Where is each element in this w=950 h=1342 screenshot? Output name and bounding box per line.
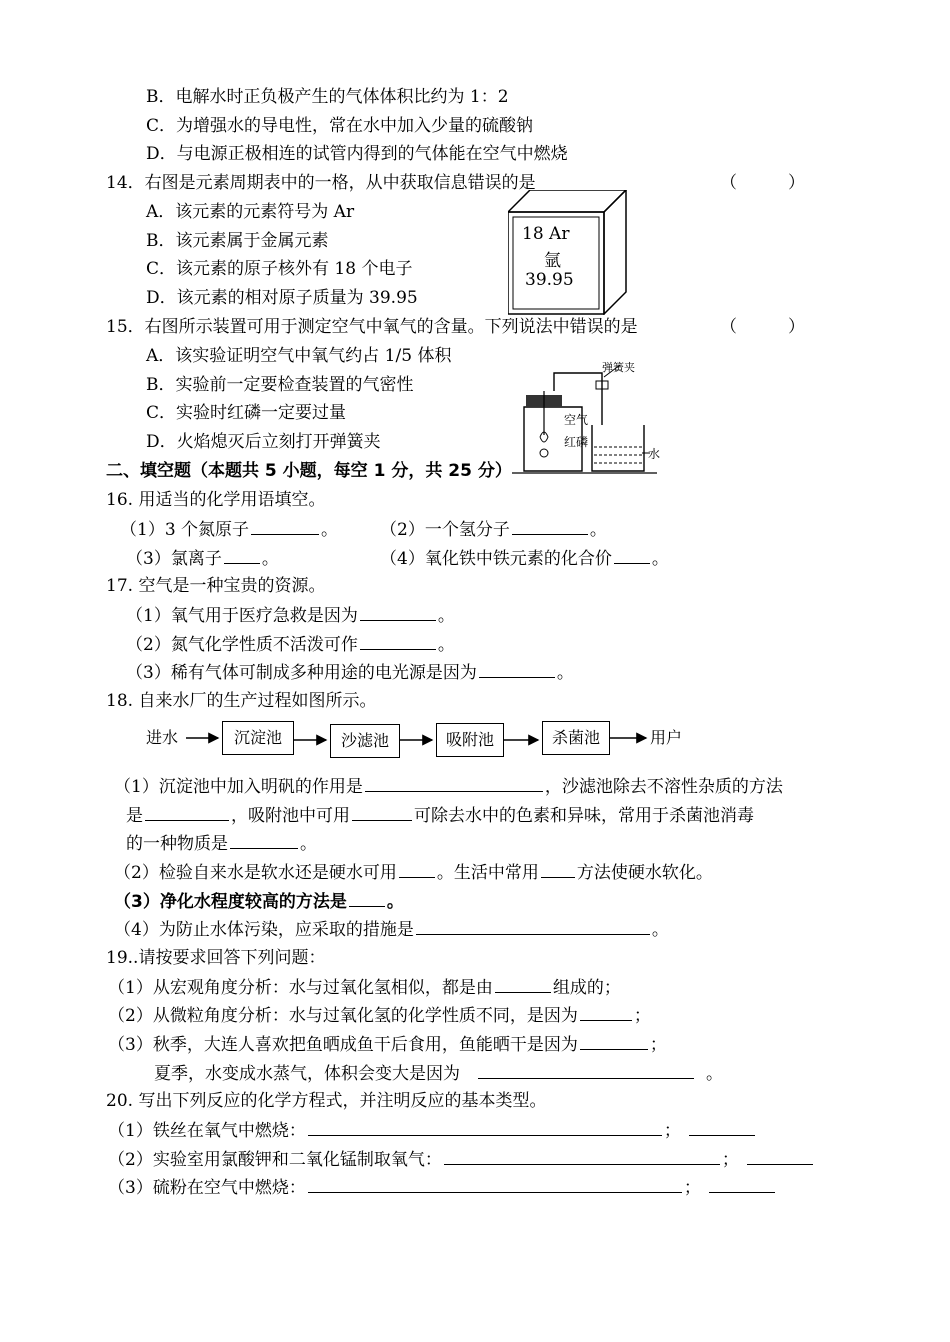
q15-answer-paren: （ ） [720,317,805,337]
q15-option-b: B．实验前一定要检查装置的气密性 [146,375,414,395]
q14-stem: 14．右图是元素周期表中的一格，从中获取信息错误的是 [106,173,536,193]
q17-part-2: （2）氮气化学性质不活泼可作 。 [126,632,455,657]
q20-part-2: （2）实验室用氯酸钾和二氧化锰制取氧气： ； [108,1147,815,1172]
q16-part-2: （2）一个氢分子 。 [380,517,607,542]
element-mass: 39.95 [525,270,574,290]
element-name: 氩 [544,251,561,271]
label-water: 水 [648,447,661,461]
q17-stem: 17. 空气是一种宝贵的资源。 [106,576,326,596]
q16-part-3: （3）氯离子 。 [126,546,279,571]
flow-arrows [0,710,950,770]
q19-part-2: （2）从微粒角度分析：水与过氧化氢的化学性质不同，是因为 ； [108,1003,651,1028]
q18-part-2: （2）检验自来水是软水还是硬水可用 。生活中常用 方法使硬水软化。 [114,860,713,885]
q16-stem: 16. 用适当的化学用语填空。 [106,490,326,510]
q17-part-1: （1）氧气用于医疗急救是因为 。 [126,603,455,628]
q17-part-3: （3）稀有气体可制成多种用途的电光源是因为 。 [126,660,574,685]
q15-option-d: D．火焰熄灭后立刻打开弹簧夹 [146,432,381,452]
q14-option-c: C．该元素的原子核外有 18 个电子 [146,259,413,279]
q19-part-3-line-2: 夏季，水变成水蒸气，体积会变大是因为 。 [154,1061,723,1086]
flow-step-4: 杀菌池 [542,721,610,755]
q19-part-1: （1）从宏观角度分析：水与过氧化氢相似，都是由 组成的； [108,975,621,1000]
oxygen-apparatus-figure [512,355,662,480]
q20-part-3: （3）硫粉在空气中燃烧： ； [108,1175,777,1200]
q18-part-4: （4）为防止水体污染，应采取的措施是 。 [114,917,669,942]
element-cell-figure [508,190,628,315]
q18-part-1-line-1: （1）沉淀池中加入明矾的作用是 ，沙滤池除去不溶性杂质的方法 [114,774,783,799]
q14-option-d: D．该元素的相对原子质量为 39.95 [146,288,418,308]
q19-stem: 19..请按要求回答下列问题： [106,948,326,968]
q16-part-4: （4）氧化铁中铁元素的化合价 。 [380,546,669,571]
element-number-symbol: 18 Ar [522,224,570,244]
section-2-title: 二、填空题（本题共 5 小题，每空 1 分，共 25 分） [106,461,512,481]
label-clip: 弹簧夹 [602,361,635,374]
flow-step-1: 沉淀池 [222,721,294,755]
flow-step-3: 吸附池 [436,723,504,757]
q14-option-b: B．该元素属于金属元素 [146,231,329,251]
q15-stem: 15．右图所示装置可用于测定空气中氧气的含量。下列说法中错误的是 [106,317,638,337]
flow-start: 进水 [146,728,179,747]
flow-step-2: 沙滤池 [330,724,400,758]
q16-part-1: （1）3 个氮原子 。 [120,517,338,542]
q18-part-3: （3）净化水程度较高的方法是 。 [114,889,404,914]
label-phosphorus: 红磷 [564,435,589,449]
label-air: 空气 [564,413,589,427]
q20-stem: 20. 写出下列反应的化学方程式，并注明反应的基本类型。 [106,1091,547,1111]
q14-answer-paren: （ ） [720,173,805,193]
q18-part-1-line-3: 的一种物质是 。 [126,831,317,856]
q18-stem: 18. 自来水厂的生产过程如图所示。 [106,691,377,711]
q13-option-d: D．与电源正极相连的试管内得到的气体能在空气中燃烧 [146,144,568,164]
q14-option-a: A．该元素的元素符号为 Ar [146,202,355,222]
flow-end: 用户 [650,728,683,747]
q13-option-b: B．电解水时正负极产生的气体体积比约为 1：2 [146,87,509,107]
q20-part-1: （1）铁丝在氧气中燃烧： ； [108,1118,757,1143]
q18-part-1-line-2: 是 ，吸附池中可用 可除去水中的色素和异味，常用于杀菌池消毒 [126,803,754,828]
q19-part-3-line-1: （3）秋季，大连人喜欢把鱼晒成鱼干后食用，鱼能晒干是因为 ； [108,1032,667,1057]
q15-option-a: A．该实验证明空气中氧气约占 1/5 体积 [146,346,452,366]
q15-option-c: C．实验时红磷一定要过量 [146,403,347,423]
q13-option-c: C．为增强水的导电性，常在水中加入少量的硫酸钠 [146,116,534,136]
